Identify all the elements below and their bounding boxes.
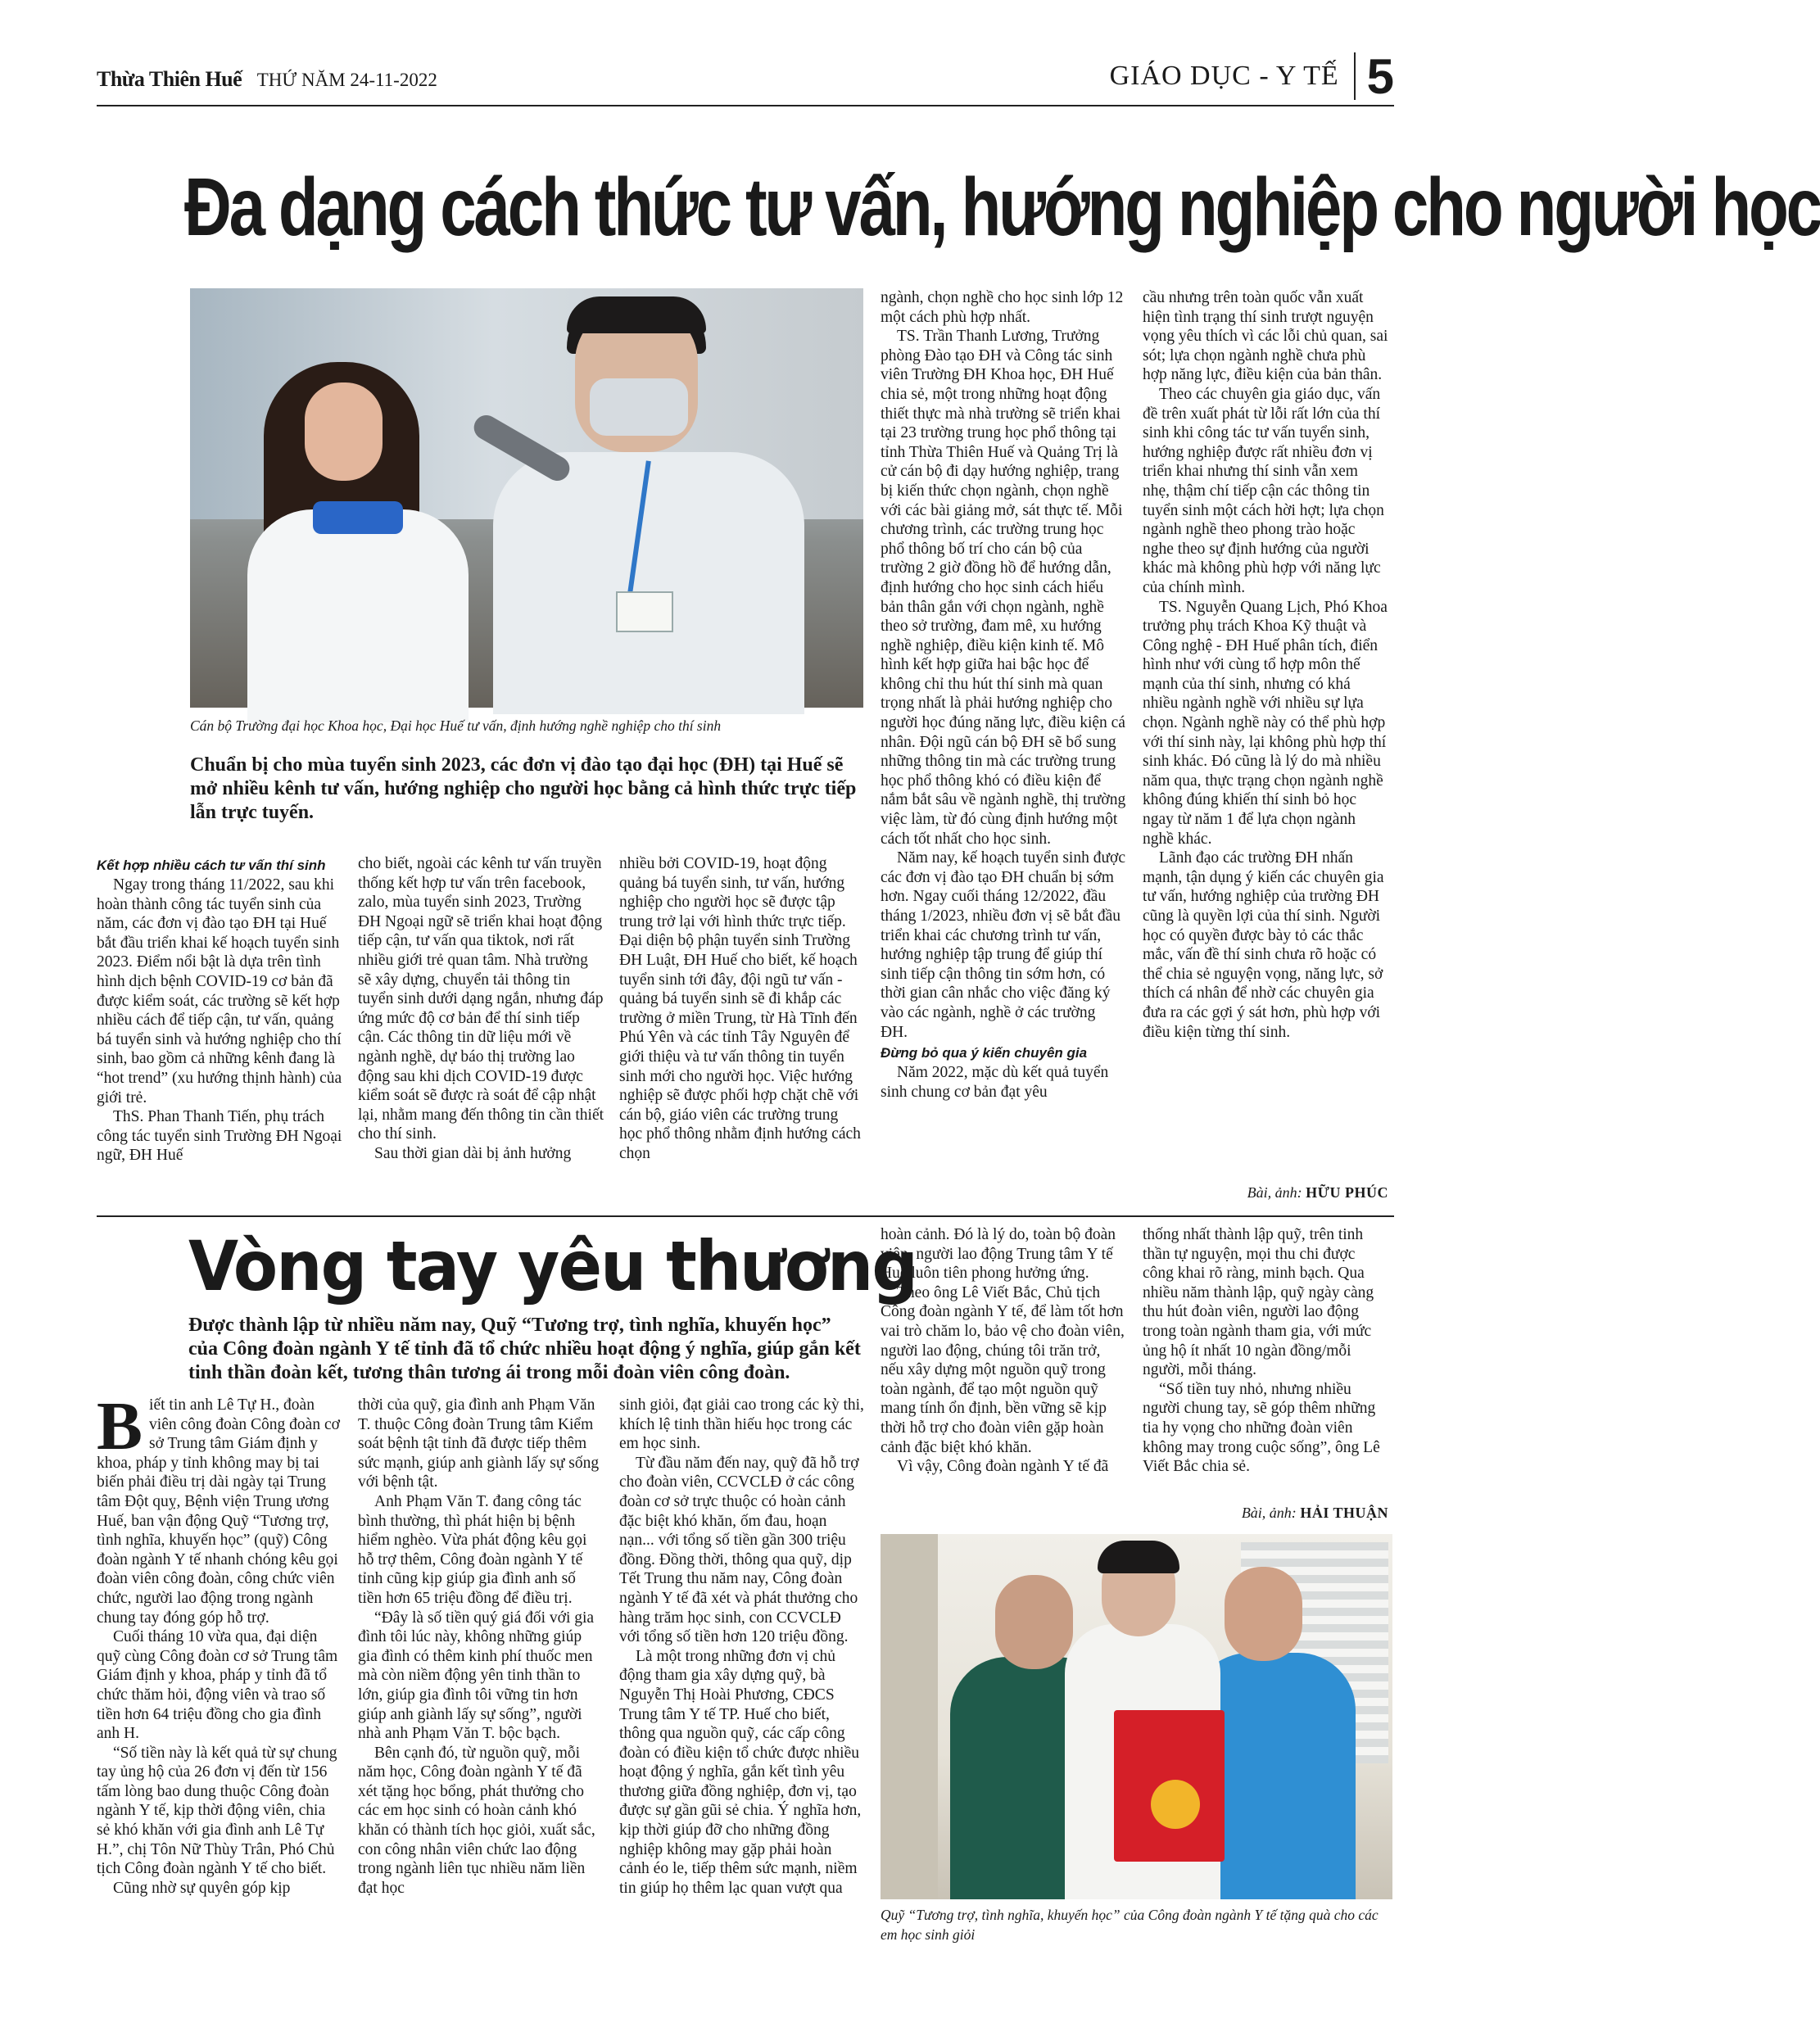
paragraph: TS. Trần Thanh Lương, Trưởng phòng Đào tạo ĐH và Công tác sinh viên Trường ĐH Khoa học, ĐH Huế chia sẻ, một trong những hoạt động thiết thực mà nhà trường sẽ triển khai tại 23 trường trung học phổ thông tại tỉnh Thừa Thiên Huế và Quảng Trị là cử cán bộ đi dạy hướng nghiệp, trang bị kiến thức chọn ngành, chọn nghề với các bài giảng mở, sát thực tế. Mỗi chương trình, các trường trung học phổ thông bố trí cho cán bộ của trường 2 giờ đồng hồ để hướng dẫn, định hướng cho học sinh cách hiểu bản thân gắn với chọn ngành, nghề theo sở trường, đam mê, xu hướng nghề nghiệp, điều kiện kinh tế. Mô hình kết hợp giữa hai bậc học để không chỉ thu hút thí sinh mà quan trọng nhất là phải hướng nghiệp cho người học đúng năng lực, điều kiện cá nhân. Đội ngũ cán bộ ĐH sẽ bổ sung những thông tin mà các trường trung học phổ thông khó có điều kiện để nắm bắt sâu về ngành nghề, thị trường việc làm, từ đó cùng định hướng một cách tốt nhất cho học sinh. [881,328,1126,848]
byline-prefix: Bài, ảnh: [1241,1505,1297,1521]
paragraph: Anh Phạm Văn T. đang công tác bình thường, thì phát hiện bị bệnh hiểm nghèo. Vừa phát động kêu gọi hỗ trợ thêm, Công đoàn ngành Y tế tỉnh cũng kịp giúp gia đình anh số tiền hơn 65 triệu đồng để điều trị. [358,1492,587,1607]
article1-photo [190,288,863,708]
page-number: 5 [1366,48,1394,104]
paragraph: “Số tiền tuy nhỏ, nhưng nhiều người chung tay, sẽ góp thêm những tia hy vọng cho những đoàn viên không may trong cuộc sống”, ông Lê Viết Bắc chia sẻ. [1143,1380,1380,1476]
paragraph: thời của quỹ, gia đình anh Phạm Văn T. thuộc Công đoàn Trung tâm Kiểm soát bệnh tật tỉnh đã được tiếp thêm sức mạnh, giúp anh giành lấy sự sống với bệnh tật. [358,1396,600,1491]
article2-column-2 [358,1396,604,1898]
paragraph: ngành, chọn nghề cho học sinh lớp 12 một cách phù hợp nhất. [881,289,1124,326]
article2-photo [881,1534,1392,1899]
paragraph: Từ đầu năm đến nay, quỹ đã hỗ trợ cho đoàn viên, CCVCLĐ ở các công đoàn cơ sở trực thuộc có hoàn cảnh đặc biệt khó khăn, ốm đau, hoạn nạn... với tổng số tiền gần 300 triệu đồng. Đồng thời, thông qua quỹ, dịp Tết Trung thu năm nay, Công đoàn ngành Y tế đã xét và phát thưởng cho hàng trăm học sinh, con CCVCLĐ với tổng số tiền hơn 120 triệu đồng. [619,1454,859,1646]
article2-photo-caption: Quỹ “Tương trợ, tình nghĩa, khuyến học” của Công đoàn ngành Y tế tặng quà cho các em học sinh giỏi [881,1907,1379,1943]
photo-woman-right-head [1225,1567,1302,1661]
header-left [97,67,437,92]
paragraph: sinh giỏi, đạt giải cao trong các kỳ thi, khích lệ tinh thần hiếu học trong các em học sinh. [619,1396,864,1453]
paragraph: Lãnh đạo các trường ĐH nhấn mạnh, tận dụng ý kiến các chuyên gia tư vấn, hướng nghiệp của trường ĐH cũng là quyền lợi của thí sinh. Người học có quyền được bày tỏ các thắc mắc, vấn đề thí sinh chưa rõ hoặc có thể chia sẻ nguyện vọng, năng lực, sở thích cá nhân để nhờ các chuyên gia đưa ra các gợi ý sát hơn, phù hợp với điều kiện từng thí sinh. [1143,849,1384,1041]
article2-column-4 [881,1225,1126,1477]
section-name: GIÁO DỤC - Y TẾ [1109,61,1339,91]
issue-date: THỨ NĂM 24-11-2022 [256,70,437,90]
article2-column-3 [619,1396,865,1898]
photo-woman-left-head [995,1575,1073,1669]
photo-student-hair [1098,1541,1179,1573]
paragraph: “Đây là số tiền quý giá đối với gia đình tôi lúc này, không những giúp gia đình có thêm kinh phí thuốc men mà còn niềm động yên tinh thần to lớn, giúp gia đình tôi vững tin hơn giúp anh giành lấy sự sống”, người nhà anh Phạm Văn T. bộc bạch. [358,1609,595,1743]
photo-gift-bag-emblem [1151,1780,1200,1829]
header-divider [1354,52,1356,100]
paragraph: thống nhất thành lập quỹ, trên tinh thần tự nguyện, mọi thu chi được công khai rõ ràng, minh bạch. Qua nhiều năm thành lập, quỹ ngày càng thu hút đoàn viên, người lao động trong toàn ngành tham gia, với mức ủng hộ ít nhất 10 ngàn đồng/mỗi người, mỗi tháng. [1143,1226,1374,1379]
paragraph: ThS. Phan Thanh Tiến, phụ trách công tác tuyển sinh Trường ĐH Ngoại ngữ, ĐH Huế [97,1108,342,1165]
article1-column-2 [358,854,604,1164]
article2-lead: Được thành lập từ nhiều năm nay, Quỹ “Tương trợ, tình nghĩa, khuyến học” của Công đoàn ngành Y tế tỉnh đã tổ chức nhiều hoạt động ý nghĩa, giúp gắn kết tinh thần đoàn kết, tương thân tương ái trong mỗi đoàn viên công đoàn. [188,1315,861,1383]
byline-prefix: Bài, ảnh: [1247,1184,1302,1201]
paragraph: Vì vậy, Công đoàn ngành Y tế đã [897,1458,1109,1476]
paragraph: “Số tiền này là kết quả từ sự chung tay ủng hộ của 26 đơn vị đến từ 156 tấm lòng bao dung thuộc Công đoàn ngành Y tế, kịp thời động viên, chia sẻ khó khăn với gia đình anh Lê Tự H.”, chị Tôn Nữ Thùy Trân, Phó Chủ tịch Công đoàn ngành Y tế cho biết. [97,1744,337,1878]
photo-student [493,452,804,714]
photo-door [881,1534,938,1899]
photo-student-hair-top [567,296,706,333]
article-divider [97,1215,1394,1217]
article1-headline: Đa dạng cách thức tư vấn, hướng nghiệp cho người học [184,161,1820,253]
paragraph [97,1388,342,1627]
paragraph: Năm nay, kế hoạch tuyển sinh được các đơn vị đào tạo ĐH chuẩn bị sớm hơn. Ngay cuối tháng 12/2022, đầu tháng 1/2023, nhiều đơn vị sẽ bắt đầu triển khai các chương trình tư vấn, hướng nghiệp tập trung để giúp thí sinh tiếp cận thông tin sớm hơn, có thời gian cân nhắc cho việc đăng ký vào các ngành, nghề ở các trường ĐH. [881,849,1125,1041]
paragraph: nhiều bởi COVID-19, hoạt động quảng bá tuyển sinh, tư vấn, hướng nghiệp cho người học sẽ được tập trung trở lại với hình thức trực tiếp. Đại diện bộ phận tuyển sinh Trường ĐH Luật, ĐH Huế cho biết, kế hoạch tuyển sinh tới đây, đội ngũ tư vấn - quảng bá tuyển sinh sẽ đi khắp các trường ở miền Trung, từ Hà Tĩnh đến Phú Yên và các tỉnh Tây Nguyên để giới thiệu và tư vấn thông tin tuyển sinh mới cho người học. Việc hướng nghiệp sẽ được phối hợp chặt chẽ với cán bộ, giáo viên các trường trung học phổ thông nhằm định hướng cách chọn [619,855,861,1162]
page-header [97,49,1394,106]
photo-speaker-face [305,382,383,481]
paragraph: cho biết, ngoài các kênh tư vấn truyền thống kết hợp tư vấn trên facebook, zalo, mùa tuyển sinh 2023, Trường ĐH Ngoại ngữ sẽ triển khai hoạt động tiếp cận, tư vấn qua tiktok, nơi rất nhiều giới trẻ quan tâm. Nhà trường sẽ xây dựng, chuyển tải thông tin tuyển sinh dưới dạng ngắn, nhưng đáp ứng mức độ cơ bản để thí sinh tiếp cận. Các thông tin dữ liệu mới về ngành nghề, dự báo thị trường lao động sau khi dịch COVID-19 được kiểm soát sẽ được rà soát để cập nhật lại, nhằm mang đến thông tin cần thiết cho thí sinh. [358,855,604,1143]
article2-column-1 [97,1388,342,1898]
article1-lead: Chuẩn bị cho mùa tuyển sinh 2023, các đơn vị đào tạo đại học (ĐH) tại Huế sẽ mở nhiều kênh tư vấn, hướng nghiệp cho người học bằng cả hình thức trực tiếp lẫn trực tuyến. [190,754,857,823]
photo-speaker [247,509,469,722]
header-right [1110,49,1394,103]
paragraph: Sau thời gian dài bị ảnh hưởng [374,1144,572,1162]
paragraph-text: iết tin anh Lê Tự H., đoàn viên công đoàn Công đoàn cơ sở Trung tâm Giám định y khoa, pháp y tỉnh không may bị tai biến phải điều trị dài ngày tại Trung tâm Đột quỵ, Bệnh viện Trung ương Huế, ban vận động Quỹ “Tương trợ, tình nghĩa, khuyến học” (quỹ) Công đoàn ngành Y tế nhanh chóng kêu gọi đoàn viên công đoàn, công chức viên chức, người lao động trong ngành chung tay đóng góp hỗ trợ. [97,1396,340,1627]
paragraph: Năm 2022, mặc dù kết quả tuyển sinh chung cơ bản đạt yêu [881,1064,1109,1101]
article2-byline [1143,1505,1388,1522]
paragraph: TS. Nguyễn Quang Lịch, Phó Khoa trưởng phụ trách Khoa Kỹ thuật và Công nghệ - ĐH Huế phân tích, điển hình như với cùng tổ hợp môn thế mạnh của thí sinh, nhưng có khá nhiều ngành nghề với nhiều sự lựa chọn. Ngành nghề này có thể phù hợp với thí sinh này, lại không phù hợp thí sinh khác. Đó cũng là lý do mà nhiều năm qua, thực trạng chọn ngành nghề không đúng khiến thí sinh bỏ học ngay từ năm 1 để lựa chọn ngành nghề khác. [1143,598,1388,848]
article1-byline [1143,1184,1388,1202]
paragraph: Theo các chuyên gia giáo dục, vấn đề trên xuất phát từ lỗi rất lớn của thí sinh khi công tác tư vấn tuyển sinh, hướng nghiệp được rất nhiều đơn vị triển khai nhưng thí sinh vẫn xem nhẹ, thậm chí tiếp cận các thông tin tuyển sinh một cách hời hợt; lựa chọn ngành nghề theo phong trào hoặc nghe theo sự định hướng của người khác mà không phù hợp với năng lực của chính mình. [1143,385,1384,596]
paragraph: cầu nhưng trên toàn quốc vẫn xuất hiện tình trạng thí sinh trượt nguyện vọng yêu thích vì các lỗi chủ quan, sai sót; lựa chọn ngành nghề chưa phù hợp năng lực, điều kiện của bản thân. [1143,289,1388,384]
paragraph: Theo ông Lê Viết Bắc, Chủ tịch Công đoàn ngành Y tế, để làm tốt hơn vai trò chăm lo, bảo vệ cho đoàn viên, người lao động, chúng tôi trăn trở, nếu xây dựng một nguồn quỹ trong toàn ngành, để tạo một nguồn quỹ mang tính ổn định, bền vững sẽ kịp thời hỗ trợ cho đoàn viên gặp hoàn cảnh đặc biệt khó khăn. [881,1283,1125,1456]
paragraph: hoàn cảnh. Đó là lý do, toàn bộ đoàn viên, người lao động Trung tâm Y tế Huế luôn tiên phong hưởng ứng. [881,1226,1116,1283]
article1-photo-caption: Cán bộ Trường đại học Khoa học, Đại học Huế tư vấn, định hướng nghề nghiệp cho thí sinh [190,717,722,734]
article1-column-4 [881,288,1126,1102]
article1-column-1 [97,854,342,1165]
article1-subhead-1: Kết hợp nhiều cách tư vấn thí sinh [97,858,326,873]
article1-subhead-2: Đừng bỏ qua ý kiến chuyên gia [881,1045,1088,1061]
article1-column-5 [1143,288,1388,1042]
paragraph: Cuối tháng 10 vừa qua, đại diện quỹ cùng Công đoàn cơ sở Trung tâm Giám định y khoa, pháp y tỉnh đã tổ chức thăm hỏi, động viên và trao số tiền hơn 64 triệu đồng cho gia đình anh H. [97,1628,338,1743]
paper-name: Thừa Thiên Huế [97,67,242,91]
article2-column-5 [1143,1225,1388,1477]
paragraph: Là một trong những đơn vị chủ động tham gia xây dựng quỹ, bà Nguyễn Thị Hoài Phương, CĐCS Trung tâm Y tế TP. Huế cho biết, thông qua nguồn quỹ, các cấp công đoàn có điều kiện tổ chức được nhiều hoạt động ý nghĩa, gắn kết tình yêu thương giữa đồng nghiệp, đơn vị, tạo được sự gần gũi sẻ chia. Ý nghĩa hơn, kịp thời giúp đỡ cho những đồng nghiệp không may gặp phải hoàn cảnh éo le, tiếp thêm sức mạnh, niềm tin giúp họ thêm lạc quan vượt qua [619,1647,862,1897]
photo-badge [616,591,673,632]
photo-mask [590,378,688,436]
photo-speaker-collar [313,501,403,534]
byline-author: HỮU PHÚC [1306,1184,1388,1201]
article1-column-3 [619,854,865,1164]
paragraph: Ngay trong tháng 11/2022, sau khi hoàn thành công tác tuyển sinh của năm, các đơn vị đào tạo ĐH tại Huế bắt đầu triển khai kế hoạch tuyển sinh 2023. Điểm nổi bật là dựa trên tình hình dịch bệnh COVID-19 cơ bản đã được kiểm soát, các trường sẽ kết hợp nhiều cách để tiếp cận, tư vấn, quảng bá tuyển sinh và hướng nghiệp cho thí sinh, bao gồm cả những kênh đang là “hot trend” (xu hướng thịnh hành) của giới trẻ. [97,876,342,1107]
paragraph: Cũng nhờ sự quyên góp kịp [113,1879,291,1897]
dropcap: B [97,1388,143,1464]
paragraph: Bên cạnh đó, từ nguồn quỹ, mỗi năm học, Công đoàn ngành Y tế đã xét tặng học bổng, phát thưởng cho các em học sinh có hoàn cảnh khó khăn có thành tích học giỏi, xuất sắc, con công nhân viên chức lao động trong ngành liên tục nhiều năm liền đạt học [358,1744,595,1897]
article2-headline: Vòng tay yêu thương [188,1226,917,1306]
byline-author: HẢI THUẬN [1300,1505,1388,1521]
